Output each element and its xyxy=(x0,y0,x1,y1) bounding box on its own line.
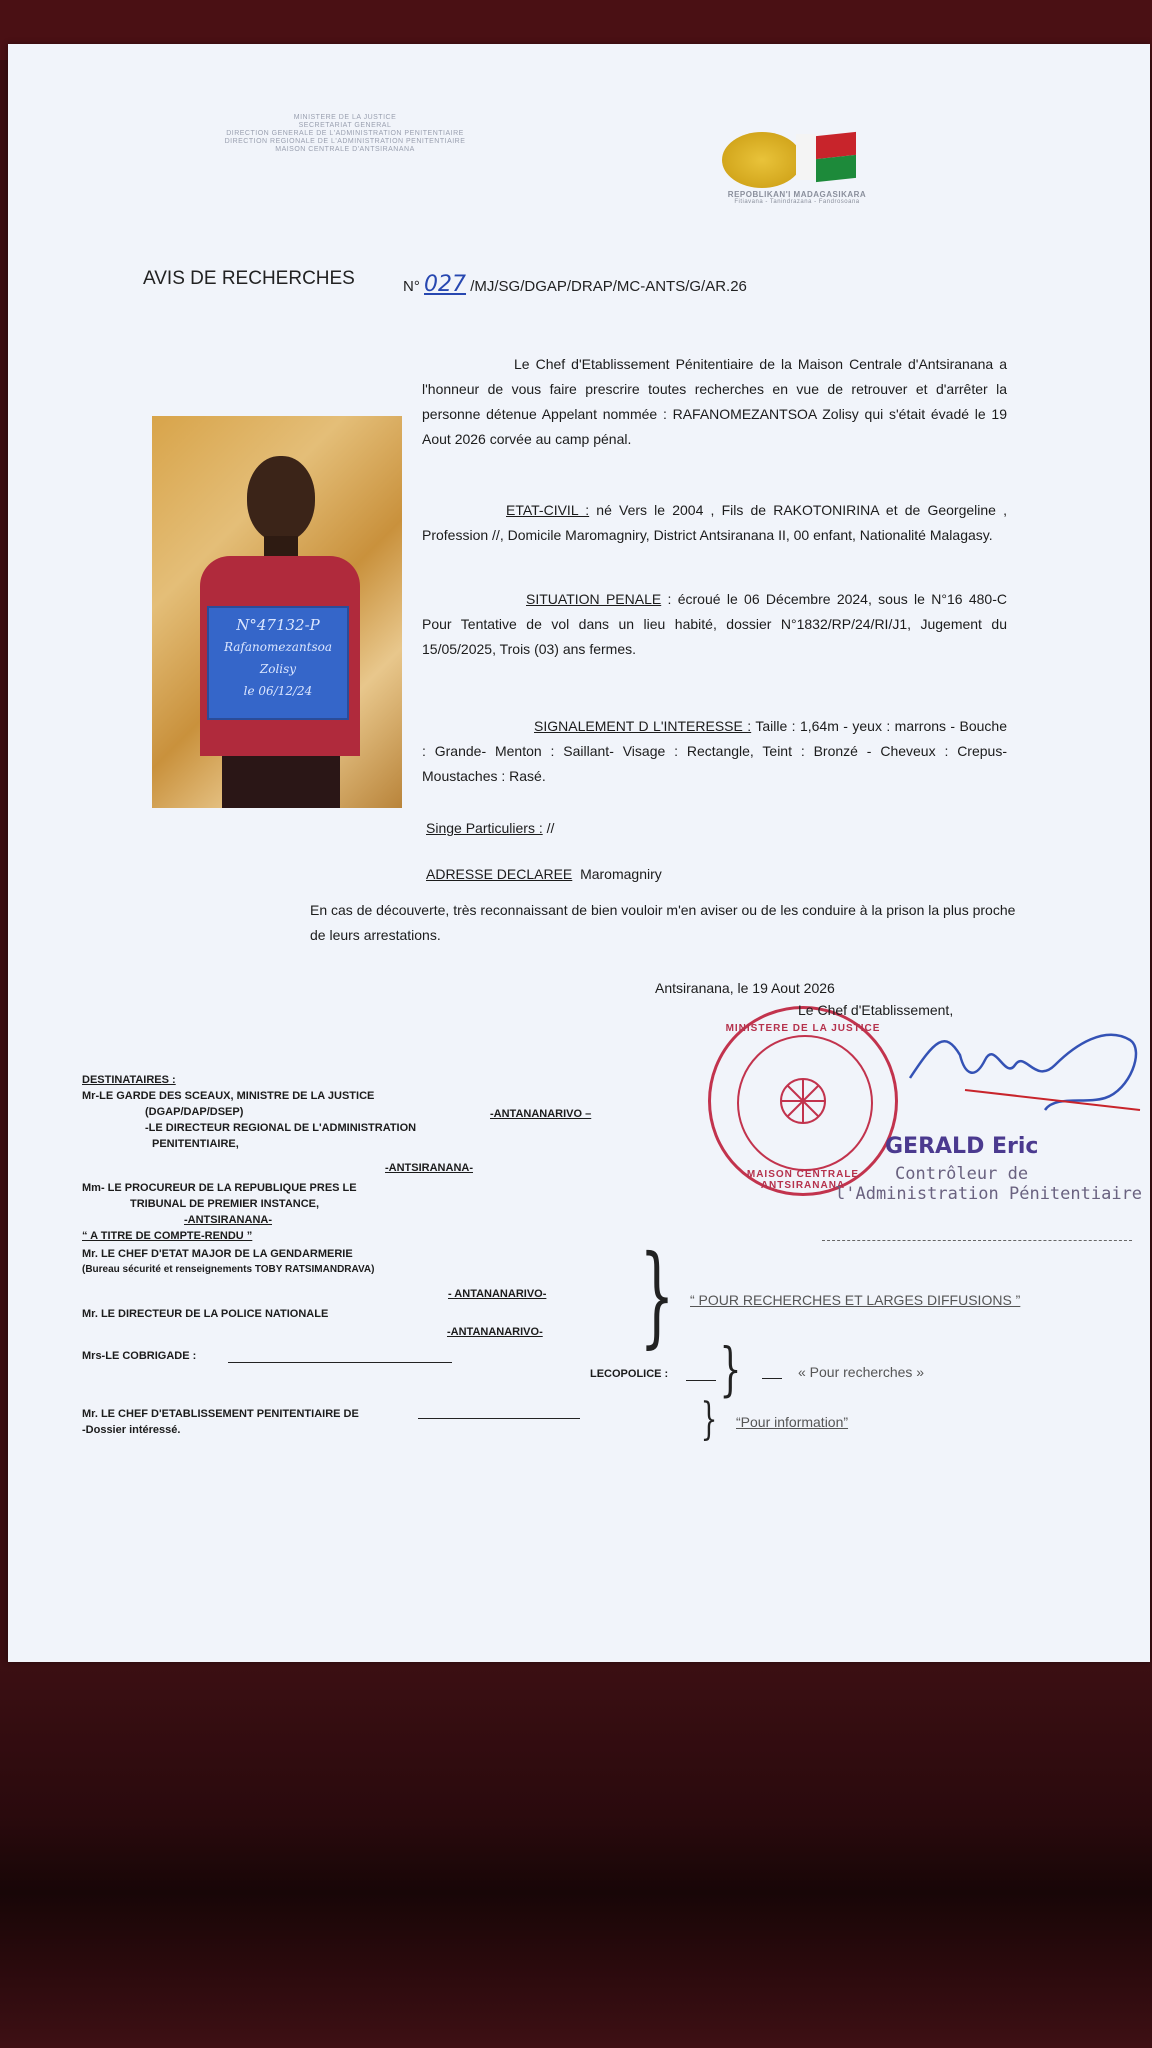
etat-civil-paragraph xyxy=(422,498,1007,548)
signatory-title-line1: Contrôleur de xyxy=(895,1164,1029,1184)
signalement-text: Taille : 1,64m - yeux : marrons - Bouche : Grande- Menton : Saillant- Visage : Rectangle, Teint : Bronzé - Cheveux : Crepus- Moustaches : Rasé. xyxy=(422,718,1008,784)
blank-line xyxy=(418,1418,580,1419)
brace-icon: } xyxy=(700,1394,718,1445)
signatory-title-line2: l'Administration Pénitentiaire xyxy=(835,1184,1143,1204)
situation-penale-paragraph xyxy=(422,587,1007,662)
ref-prefix: N° xyxy=(403,278,420,295)
header-line: MAISON CENTRALE D'ANTSIRANANA xyxy=(275,146,415,153)
adresse-value: Maromagniry xyxy=(580,866,662,882)
signalement-label: SIGNALEMENT D L'INTERESSE : xyxy=(534,718,752,734)
blank-line xyxy=(228,1362,452,1363)
intro-paragraph: Le Chef d'Etablissement Pénitentiaire de la Maison Centrale d'Antsiranana a l'honneur de vous faire prescrire toutes recherches en vue de retrouver et d'arrêter la personne détenue Appelant nommée : RAFANOMEZANTSOA Zolisy qui s'était évadé le 19 Aout 2026 corvée au camp pénal. xyxy=(422,356,1007,447)
signalement-paragraph xyxy=(422,714,1007,789)
stamp-bottom-text: MAISON CENTRALE ANTSIRANANA xyxy=(746,1169,860,1191)
dest-line: Mr. LE DIRECTEUR DE LA POLICE NATIONALE xyxy=(82,1308,329,1320)
situation-text: : écroué le 06 Décembre 2024, sous le N°16 480-C Pour Tentative de vol dans un lieu habité, dossier N°1832/RP/24/RI/J1, Jugement du 15/05/2025, Trois (03) ans fermes. xyxy=(422,591,1007,657)
republic-name: REPOBLIKAN'I MADAGASIKARA xyxy=(727,190,867,199)
etat-civil-label: ETAT-CIVIL : xyxy=(506,502,590,518)
republic-motto: Fitiavana - Tanindrazana - Fandrosoana xyxy=(734,199,860,205)
official-stamp-icon xyxy=(708,1006,898,1196)
dest-line: (Bureau sécurité et renseignements TOBY RATSIMANDRAVA) xyxy=(82,1264,375,1275)
routing-recherches: « Pour recherches » xyxy=(798,1364,925,1380)
header-line: SECRETARIAT GENERAL xyxy=(298,122,392,129)
stamp-top-text: MINISTERE DE LA JUSTICE xyxy=(725,1023,881,1034)
background-bottom xyxy=(0,1660,1152,2048)
identification-board xyxy=(207,606,349,720)
dest-place: -ANTANANARIVO- xyxy=(447,1326,543,1338)
dest-line: LECOPOLICE : xyxy=(590,1368,669,1380)
document-title: AVIS DE RECHERCHES xyxy=(143,268,355,289)
dest-line: -Dossier intéressé. xyxy=(82,1424,181,1436)
board-date: le 06/12/24 xyxy=(243,684,313,698)
dash-line xyxy=(762,1378,782,1379)
signatory-title xyxy=(835,1164,1143,1204)
situation-label: SITUATION PENALE xyxy=(526,591,662,607)
dest-line: TRIBUNAL DE PREMIER INSTANCE, xyxy=(130,1198,320,1210)
adresse-label: ADRESSE DECLAREE xyxy=(426,866,573,882)
dest-line: PENITENTIAIRE, xyxy=(152,1138,239,1150)
stamp-emblem-icon xyxy=(711,1009,895,1193)
ref-suffix: /MJ/SG/DGAP/DRAP/MC-ANTS/G/AR.26 xyxy=(470,278,747,295)
dest-line: (DGAP/DAP/DSEP) xyxy=(145,1106,244,1118)
ministry-header xyxy=(175,114,515,154)
dest-line: Mm- LE PROCUREUR DE LA REPUBLIQUE PRES LE xyxy=(82,1182,357,1194)
dest-place: - ANTANANARIVO- xyxy=(448,1288,547,1300)
dest-line: Mr. LE CHEF D'ETAT MAJOR DE LA GENDARMERIE xyxy=(82,1248,353,1260)
compte-rendu: “ A TITRE DE COMPTE-RENDU ” xyxy=(82,1230,253,1242)
board-name: Rafanomezantsoa xyxy=(223,640,333,654)
etat-civil-text: né Vers le 2004 , Fils de RAKOTONIRINA et de Georgeline , Profession //, Domicile Maromagniry, District Antsiranana II, 00 enfant, Nationalité Malagasy. xyxy=(422,502,1007,543)
adresse-declaree xyxy=(426,862,662,887)
dest-line: Mrs-LE COBRIGADE : xyxy=(82,1350,197,1362)
board-firstname: Zolisy xyxy=(259,662,297,676)
dest-place: -ANTSIRANANA- xyxy=(385,1162,473,1174)
chef-label: Le Chef d'Etablissement, xyxy=(798,1002,954,1018)
national-seal-icon xyxy=(722,132,802,188)
dest-line: -LE DIRECTEUR REGIONAL DE L'ADMINISTRATION xyxy=(145,1122,417,1134)
dashed-separator xyxy=(822,1240,1132,1241)
header-line: DIRECTION GENERALE DE L'ADMINISTRATION PENITENTIAIRE xyxy=(226,130,464,137)
board-number: N°47132-P xyxy=(236,616,320,634)
header-line: MINISTERE DE LA JUSTICE xyxy=(293,114,397,121)
ref-handwritten-number: 027 xyxy=(424,272,467,297)
detainee-photo xyxy=(152,416,402,808)
blank-line xyxy=(686,1380,716,1381)
signes-particuliers xyxy=(426,816,554,841)
dest-place: -ANTANANARIVO – xyxy=(490,1108,592,1120)
dest-place: -ANTSIRANANA- xyxy=(184,1214,272,1226)
closing-paragraph: En cas de découverte, très reconnaissant de bien vouloir m'en aviser ou de les conduire à la prison la plus proche de leurs arrestations. xyxy=(310,902,1016,943)
brace-icon: } xyxy=(639,1231,675,1359)
signatory-name: GERALD Eric xyxy=(885,1134,1039,1159)
routing-large: “ POUR RECHERCHES ET LARGES DIFFUSIONS ” xyxy=(690,1292,1021,1308)
dest-line: Mr-LE GARDE DES SCEAUX, MINISTRE DE LA JUSTICE xyxy=(82,1090,375,1102)
routing-information: “Pour information” xyxy=(736,1414,849,1430)
destinataires-label: DESTINATAIRES : xyxy=(82,1074,176,1086)
reference-number xyxy=(403,272,747,297)
place-date: Antsiranana, le 19 Aout 2026 xyxy=(655,980,835,996)
singe-label: Singe Particuliers : xyxy=(426,820,543,836)
republic-header xyxy=(662,190,932,205)
singe-value: // xyxy=(542,820,555,836)
header-line: DIRECTION REGIONALE DE L'ADMINISTRATION PENITENTIAIRE xyxy=(224,138,466,145)
handwritten-signature-icon xyxy=(905,1020,1145,1130)
dest-line: Mr. LE CHEF D'ETABLISSEMENT PENITENTIAIRE DE xyxy=(82,1408,359,1420)
brace-icon: } xyxy=(719,1335,742,1403)
madagascar-flag-icon xyxy=(796,134,856,180)
